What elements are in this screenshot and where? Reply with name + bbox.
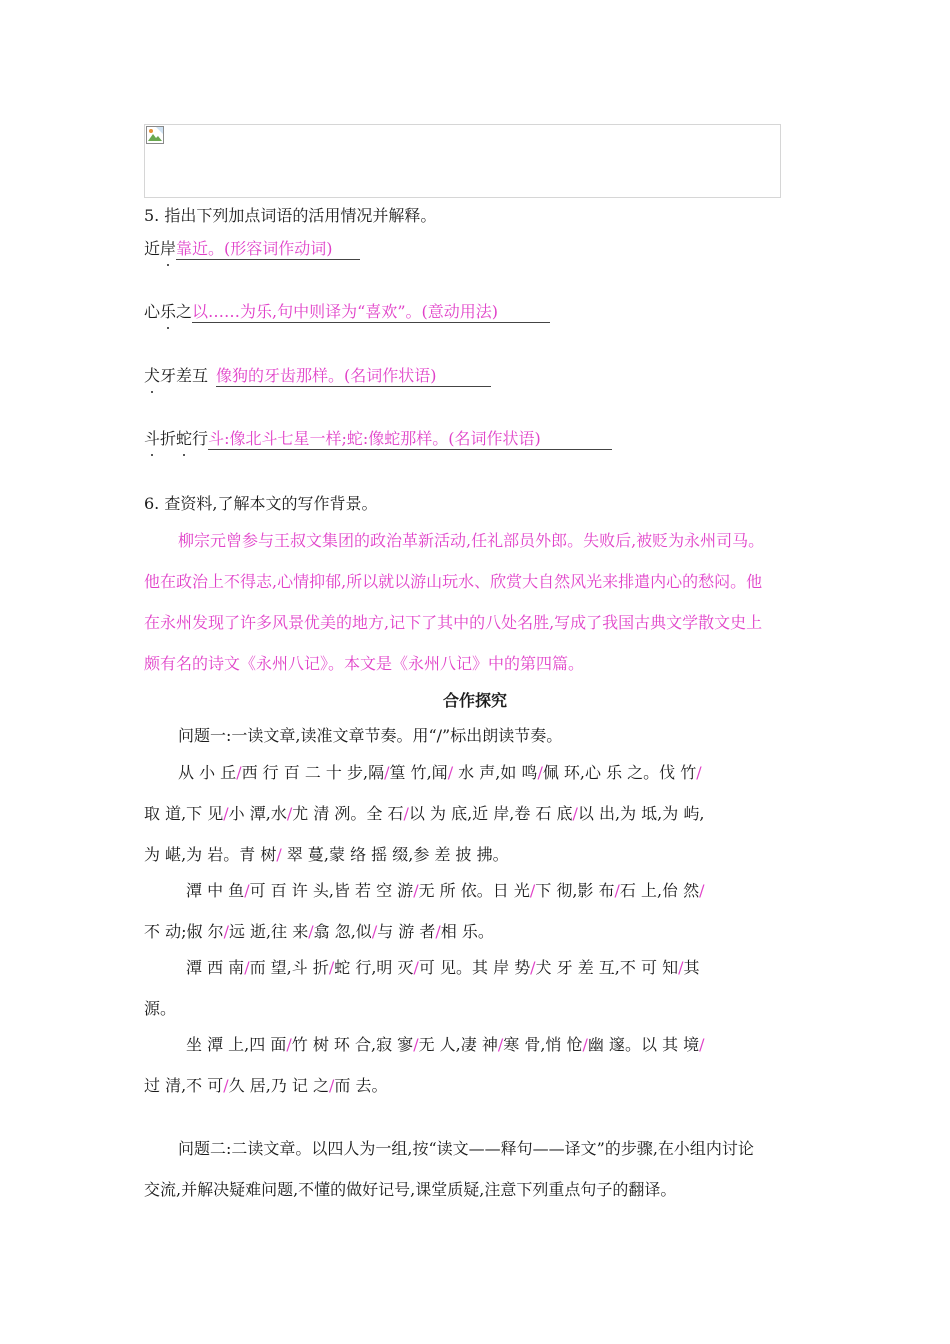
passage-line-4: 潭 中 鱼/可 百 许 头,皆 若 空 游/无 所 依。日 光/下 彻,影 布/石 上,佁 然/ (186, 881, 705, 900)
section-title: 合作探究 (442, 691, 507, 710)
q5-item-1-word: 近岸 (144, 239, 177, 258)
passage-line-8: 坐 潭 上,四 面/竹 树 环 合,寂 寥/无 人,凄 神/寒 骨,悄 怆/幽 邃。以 其 境/ (186, 1035, 705, 1054)
q6-answer-line-3: 在永州发现了许多风景优美的地方,记下了其中的八处名胜,写成了我国古典文学散文史上 (144, 613, 763, 632)
q5-item-1-answer: 靠近。(形容词作动词) (176, 239, 360, 260)
q6-answer-line-2: 他在政治上不得志,心情抑郁,所以就以游山玩水、欣赏大自然风光来排遣内心的愁闷。他 (144, 572, 763, 591)
passage-line-7: 源。 (144, 999, 177, 1018)
q5-item-3-word: 犬牙差互 (144, 366, 209, 385)
q5-title: 5. 指出下列加点词语的活用情况并解释。 (144, 206, 437, 225)
broken-image-icon (146, 126, 164, 144)
q5-item-2 (144, 299, 550, 323)
problem2-line-1: 问题二:二读文章。以四人为一组,按“读文——释句——译文”的步骤,在小组内讨论 (178, 1139, 754, 1158)
q6-answer-line-1: 柳宗元曾参与王叔文集团的政治革新活动,任礼部员外郎。失败后,被贬为永州司马。 (178, 531, 765, 550)
image-placeholder (144, 124, 781, 198)
passage-line-3: 为 嵁,为 岩。青 树/ 翠 蔓,蒙 络 摇 缀,参 差 披 拂。 (144, 845, 509, 864)
q5-item-3-answer: 像狗的牙齿那样。(名词作状语) (216, 366, 491, 387)
q5-item-4-word: 斗折蛇行 (144, 429, 209, 448)
passage-line-9: 过 清,不 可/久 居,乃 记 之/而 去。 (144, 1076, 388, 1095)
q5-item-3 (144, 363, 491, 387)
passage-line-6: 潭 西 南/而 望,斗 折/蛇 行,明 灭/可 见。其 岸 势/犬 牙 差 互,不 可 知/其 (186, 958, 700, 977)
q5-item-1 (144, 236, 360, 260)
q6-title: 6. 查资料,了解本文的写作背景。 (144, 494, 378, 513)
q5-item-4-answer: 斗:像北斗七星一样;蛇:像蛇那样。(名词作状语) (208, 429, 612, 450)
passage-line-2: 取 道,下 见/小 潭,水/尤 清 冽。全 石/以 为 底,近 岸,卷 石 底/以 出,为 坻,为 屿, (144, 804, 705, 823)
q5-item-4 (144, 426, 612, 450)
passage-line-1: 从 小 丘/西 行 百 二 十 步,隔/篁 竹,闻/ 水 声,如 鸣/佩 环,心 乐 之。伐 竹/ (178, 763, 702, 782)
q6-answer-line-4: 颇有名的诗文《永州八记》。本文是《永州八记》中的第四篇。 (144, 654, 585, 673)
problem2-line-2: 交流,并解决疑难问题,不懂的做好记号,课堂质疑,注意下列重点句子的翻译。 (144, 1180, 677, 1199)
passage-line-5: 不 动;俶 尔/远 逝,往 来/翕 忽,似/与 游 者/相 乐。 (144, 922, 494, 941)
q5-item-2-word: 心乐之 (144, 302, 193, 321)
problem1-intro: 问题一:一读文章,读准文章节奏。用“/”标出朗读节奏。 (178, 726, 563, 745)
q5-item-2-answer: 以……为乐,句中则译为“喜欢”。(意动用法) (192, 302, 550, 323)
